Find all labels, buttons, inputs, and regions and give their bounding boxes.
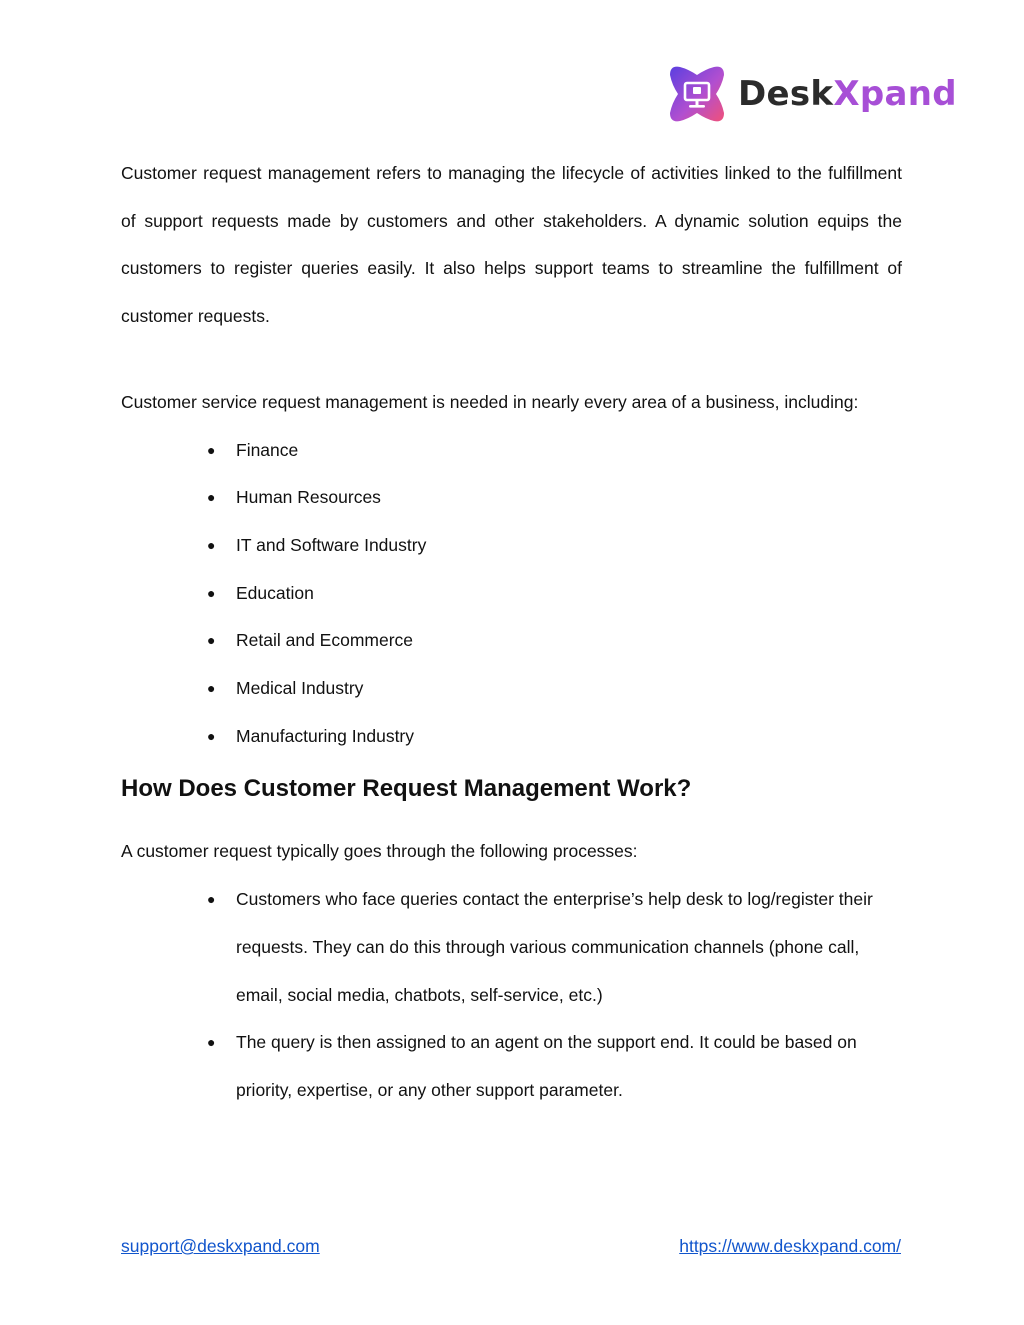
- bullet-icon: ●: [207, 1034, 216, 1051]
- list-item-text: Medical Industry: [236, 678, 364, 699]
- bullet-icon: ●: [207, 680, 216, 697]
- brand-wordmark-desk: Desk: [738, 74, 834, 114]
- bullet-icon: ●: [207, 489, 216, 506]
- brand-wordmark-xpand: Xpand: [833, 74, 957, 114]
- list-item: [121, 427, 902, 475]
- brand-wordmark: [738, 74, 957, 114]
- bullet-icon: ●: [207, 584, 216, 601]
- website-link[interactable]: https://www.deskxpand.com/: [679, 1236, 901, 1256]
- list-item-text: Retail and Ecommerce: [236, 630, 414, 651]
- business-areas-list: [121, 427, 902, 761]
- list-item-text: Finance: [236, 439, 299, 460]
- bullet-icon: ●: [207, 441, 216, 458]
- list-item-text: Education: [236, 582, 314, 603]
- list-item-text: Human Resources: [236, 487, 381, 508]
- bullet-icon: ●: [207, 632, 216, 649]
- process-steps-list: [121, 876, 902, 1115]
- section-heading: How Does Customer Request Management Work?: [121, 775, 692, 803]
- bullet-icon: ●: [207, 536, 216, 553]
- list-item: [121, 665, 902, 713]
- list-item: [121, 713, 902, 761]
- areas-paragraph: Customer service request management is needed in nearly every area of a business, including:: [121, 391, 859, 412]
- list-item-text: Customers who face queries contact the enterprise’s help desk to log/register their requests. They can do this through various communication channels (phone call, email, social media, chatbots, self-service, etc.): [236, 889, 873, 1005]
- list-item-text: The query is then assigned to an agent on the support end. It could be based on priority, expertise, or any other support parameter.: [236, 1032, 857, 1100]
- list-item-text: Manufacturing Industry: [236, 725, 415, 746]
- list-item: [121, 876, 902, 1019]
- brand-logo: [664, 61, 957, 127]
- support-email-link[interactable]: support@deskxpand.com: [121, 1236, 320, 1256]
- list-item: [121, 570, 902, 618]
- intro-paragraph: Customer request management refers to managing the lifecycle of activities linked to the fulfillment of support requests made by customers and other stakeholders. A dynamic solution equips the customers to register queries easily. It also helps support teams to streamline the fulfillment of customer requests.: [121, 163, 902, 327]
- bullet-icon: ●: [207, 727, 216, 744]
- list-item: [121, 474, 902, 522]
- bullet-icon: ●: [207, 891, 216, 908]
- desk-monitor-logo-icon: [664, 61, 730, 127]
- list-item-text: IT and Software Industry: [236, 534, 427, 555]
- document-body: [121, 150, 902, 1115]
- list-item: [121, 522, 902, 570]
- list-item: [121, 1019, 902, 1114]
- process-intro-paragraph: A customer request typically goes through the following processes:: [121, 841, 638, 862]
- list-item: [121, 617, 902, 665]
